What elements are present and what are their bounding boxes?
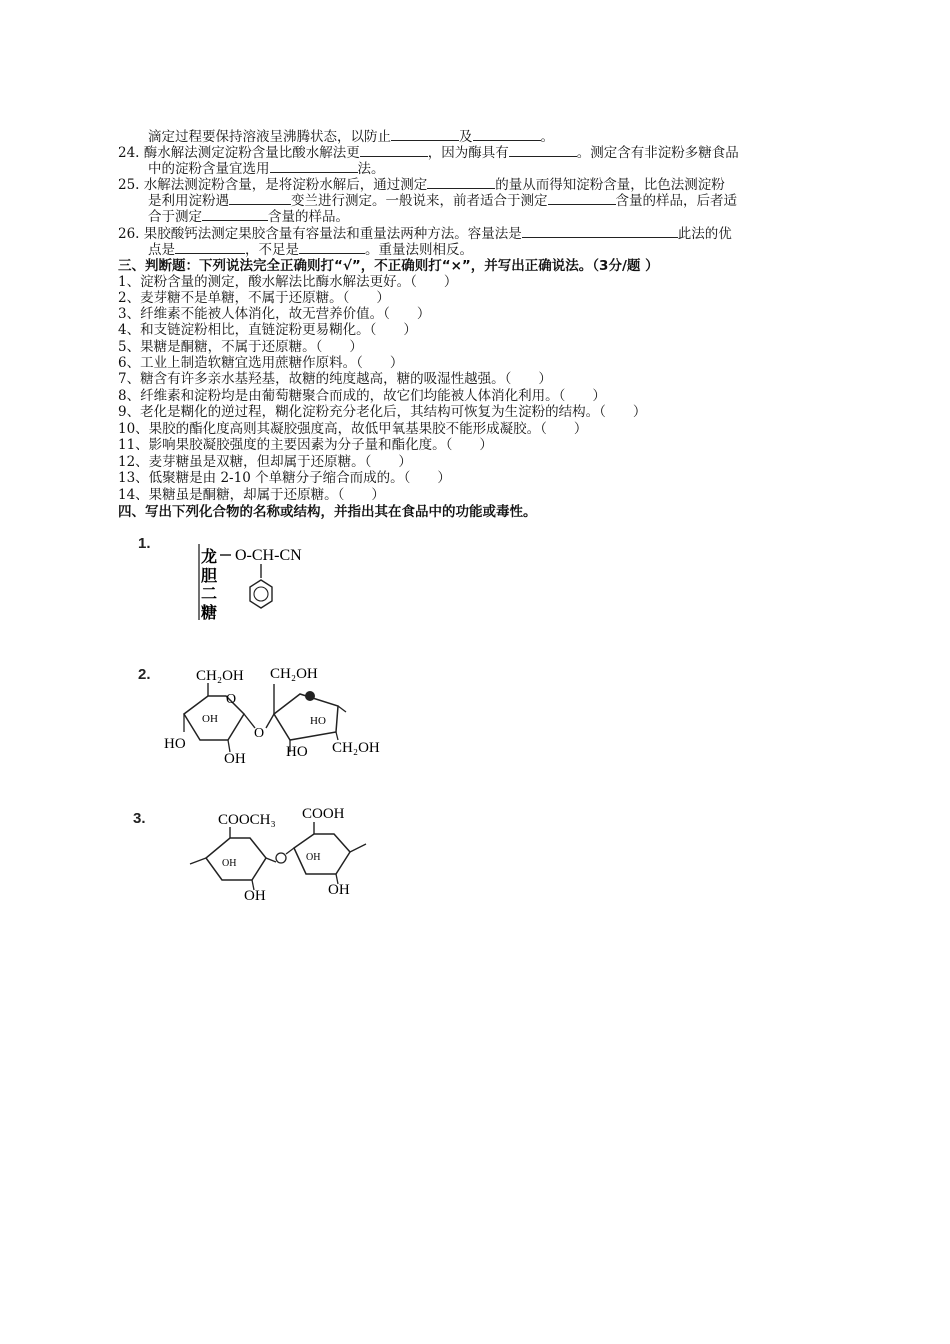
- section4-heading: 四、写出下列化合物的名称或结构，并指出其在食品中的功能或毒性。: [118, 504, 537, 520]
- q23-text-c: 。: [540, 129, 554, 145]
- answer-blank[interactable]: [522, 225, 678, 238]
- sugar-label-char: 糖: [201, 605, 218, 622]
- judgement-item: 12、麦芽糖虽是双糖，但却属于还原糖。（ ）: [118, 454, 412, 470]
- structure-3-diagram: [182, 800, 382, 905]
- chain-formula: O-CH-CN: [235, 547, 302, 564]
- q25-text-d: 变兰进行测定。一般说来，前者适合于测定: [291, 193, 548, 209]
- q26-text-c: 点是: [148, 242, 175, 258]
- q23-text-b: 及: [459, 129, 473, 145]
- bond-line: [266, 714, 274, 728]
- benzene-circle: [254, 587, 268, 601]
- section3-heading: 三、判断题：下列说法完全正确则打“√”，不正确则打“×”，并写出正确说法。（3分/题 ）: [118, 258, 659, 274]
- judgement-item: 2、麦芽糖不是单糖，不属于还原糖。（ ）: [118, 290, 390, 306]
- judgement-item: 1、淀粉含量的测定，酸水解法比酶水解法更好。（ ）: [118, 274, 458, 290]
- pyranose-ring: [294, 834, 350, 874]
- substituent-label: COOCH₃: [218, 812, 276, 828]
- benzene-ring: [250, 580, 272, 608]
- q24-text-c: 。测定含有非淀粉多糖食品: [576, 145, 739, 161]
- q26-text-d: ，不足是: [245, 242, 299, 258]
- substituent-label: OH: [306, 852, 321, 863]
- bond-line: [266, 858, 276, 862]
- q25-line1: [118, 176, 725, 193]
- substituent-label: CH₂OH: [270, 666, 318, 682]
- q24-text-d: 中的淀粉含量宜选用: [148, 161, 270, 177]
- q25-text-f: 合于测定: [148, 209, 202, 225]
- q24-text-b: ，因为酶具有: [427, 145, 509, 161]
- substituent-label: OH: [224, 751, 246, 767]
- sugar-label-char: 龙: [201, 549, 218, 566]
- q24-line2: [148, 160, 385, 177]
- ring-oxygen-mark: [305, 691, 315, 701]
- answer-blank[interactable]: [202, 208, 268, 221]
- judgement-item: 5、果糖是酮糖，不属于还原糖。（ ）: [118, 339, 363, 355]
- glycosidic-oxygen: [276, 853, 286, 863]
- answer-blank[interactable]: [391, 128, 459, 141]
- substituent-label: CH₂OH: [332, 740, 380, 756]
- answer-blank[interactable]: [270, 160, 358, 173]
- q26-text-b: 此法的优: [677, 226, 732, 242]
- substituent-label: HO: [164, 736, 186, 752]
- q24-text-e: 法。: [357, 161, 385, 177]
- judgement-item: 4、和支链淀粉相比，直链淀粉更易糊化。（ ）: [118, 322, 417, 338]
- q26-text-e: 。重量法则相反。: [365, 242, 473, 258]
- substituent-label: CH₂OH: [196, 668, 244, 684]
- q25-text-a: 25. 水解法测淀粉含量，是将淀粉水解后，通过测定: [118, 177, 428, 193]
- answer-blank[interactable]: [473, 128, 541, 141]
- q23-text-a: 滴定过程要保持溶液呈沸腾状态，以防止: [148, 129, 391, 145]
- structure-1-number: 1.: [138, 535, 151, 552]
- sugar-label-char: 二: [201, 586, 218, 603]
- bond-line: [190, 858, 206, 864]
- q25-text-c: 是利用淀粉遇: [148, 193, 229, 209]
- structure-2-number: 2.: [138, 666, 151, 683]
- substituent-label: OH: [244, 888, 266, 904]
- structure-1-diagram: [195, 540, 325, 625]
- structure-2-diagram: [160, 660, 395, 770]
- furanose-ring: [274, 694, 338, 740]
- judgement-item: 9、老化是糊化的逆过程，糊化淀粉充分老化后，其结构可恢复为生淀粉的结构。（ ）: [118, 404, 647, 420]
- judgement-item: 3、纤维素不能被人体消化，故无营养价值。（ ）: [118, 306, 431, 322]
- answer-blank[interactable]: [360, 144, 428, 157]
- q26-text-a: 26. 果胶酸钙法测定果胶含量有容量法和重量法两种方法。容量法是: [118, 226, 522, 242]
- q26-line2: [148, 241, 473, 258]
- substituent-label: HO: [310, 715, 326, 727]
- q25-line2: [148, 192, 737, 209]
- substituent-label: OH: [328, 882, 350, 898]
- answer-blank[interactable]: [427, 176, 495, 189]
- bond-line: [286, 848, 294, 854]
- answer-blank[interactable]: [299, 241, 365, 254]
- q25-text-e: 含量的样品，后者适: [615, 193, 737, 209]
- answer-blank[interactable]: [175, 241, 245, 254]
- judgement-item: 14、果糖虽是酮糖，却属于还原糖。（ ）: [118, 487, 385, 503]
- glycosidic-oxygen: O: [254, 726, 265, 741]
- ring-oxygen: O: [226, 692, 237, 707]
- q24-line1: [118, 144, 739, 161]
- answer-blank[interactable]: [229, 192, 291, 205]
- q25-line3: [148, 208, 349, 225]
- sugar-label-char: 胆: [201, 568, 218, 585]
- substituent-label: OH: [222, 858, 237, 869]
- bond-line: [338, 706, 346, 712]
- substituent-label: COOH: [302, 806, 345, 822]
- judgement-item: 6、工业上制造软糖宜选用蔗糖作原料。（ ）: [118, 355, 404, 371]
- answer-blank[interactable]: [509, 144, 577, 157]
- structure-3-number: 3.: [133, 810, 146, 827]
- q24-text-a: 24. 酶水解法测定淀粉含量比酸水解法更: [118, 145, 360, 161]
- judgement-item: 11、影响果胶凝胶强度的主要因素为分子量和酯化度。（ ）: [118, 437, 493, 453]
- q25-text-g: 含量的样品。: [268, 209, 349, 225]
- substituent-label: HO: [286, 744, 308, 760]
- judgement-item: 13、低聚糖是由 2-10 个单糖分子缩合而成的。（ ）: [118, 470, 451, 486]
- judgement-item: 7、糖含有许多亲水基羟基，故糖的纯度越高，糖的吸湿性越强。（ ）: [118, 371, 552, 387]
- judgement-item: 10、果胶的酯化度高则其凝胶强度高，故低甲氧基果胶不能形成凝胶。（ ）: [118, 421, 588, 437]
- bond-line: [350, 844, 366, 852]
- answer-blank[interactable]: [548, 192, 616, 205]
- judgement-item: 8、纤维素和淀粉均是由葡萄糖聚合而成的，故它们均能被人体消化利用。（ ）: [118, 388, 606, 404]
- q25-text-b: 的量从而得知淀粉含量，比色法测淀粉: [495, 177, 725, 193]
- q23-continuation: [148, 128, 554, 145]
- q26-line1: [118, 225, 732, 242]
- substituent-label: OH: [202, 713, 218, 725]
- bond-line: [336, 732, 338, 740]
